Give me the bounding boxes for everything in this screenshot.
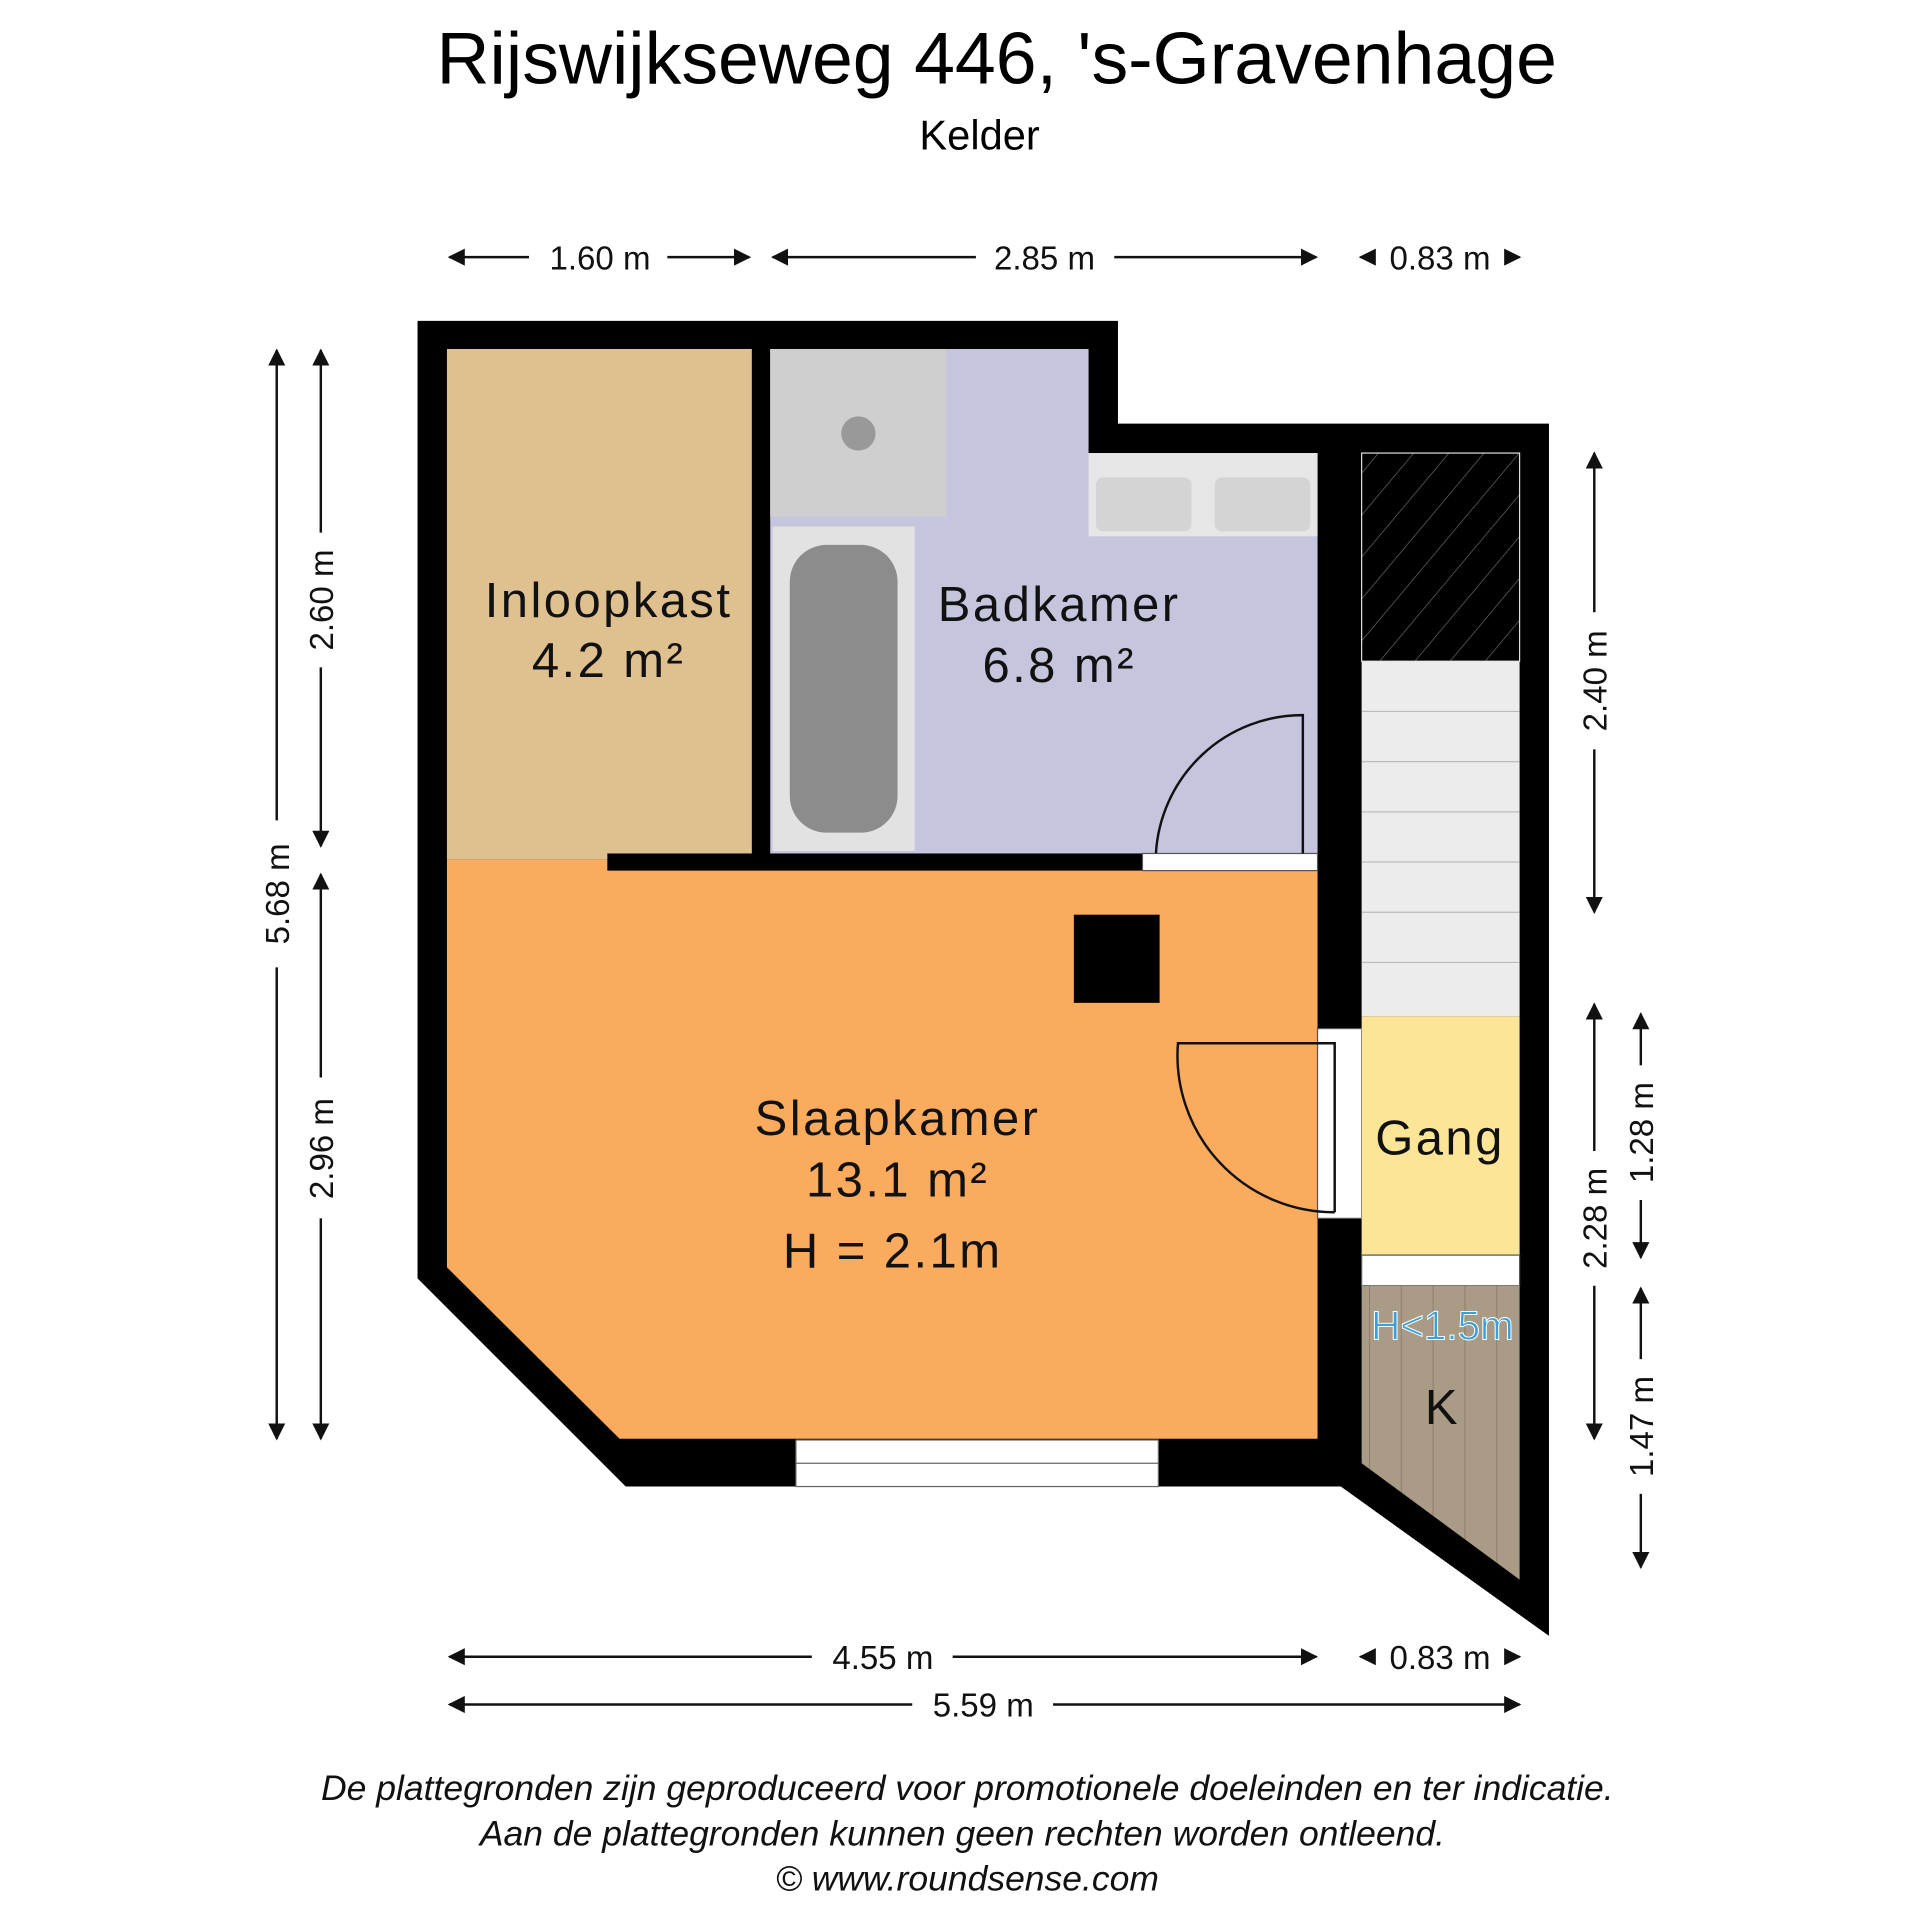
sink-left	[1096, 478, 1192, 532]
badkamer-label: Badkamer	[937, 577, 1181, 632]
bathroom-door-opening	[1142, 853, 1317, 870]
inloopkast-area: 4.2 m²	[531, 634, 686, 689]
gang-label: Gang	[1375, 1111, 1505, 1166]
inloopkast-label: Inloopkast	[484, 574, 733, 629]
disclaimer-line-2: Aan de plattegronden kunnen geen rechten worden ontleend.	[479, 1813, 1446, 1854]
dim-bottom-1: 4.55 m	[832, 1639, 934, 1677]
stair-void	[1362, 453, 1520, 661]
bathtub-basin	[790, 545, 898, 833]
dim-top-2: 2.85 m	[993, 240, 1096, 278]
dim-right-3: 1.28 m	[1624, 1082, 1662, 1184]
slaapkamer-door-opening	[1318, 1029, 1362, 1219]
dim-left-2: 2.60 m	[304, 549, 342, 651]
disclaimer-line-1: De plattegronden zijn geproduceerd voor promotionele doeleinden en ter indicatie.	[321, 1768, 1614, 1808]
k-label: K	[1424, 1381, 1461, 1436]
badkamer-area: 6.8 m²	[982, 639, 1136, 694]
slaapkamer-area: 13.1 m²	[805, 1153, 990, 1208]
chimney	[1074, 915, 1160, 1003]
dim-bottom-2: 0.83 m	[1389, 1639, 1491, 1677]
dim-right-2: 2.28 m	[1577, 1167, 1615, 1269]
copyright-link[interactable]: © www.roundsense.com	[775, 1858, 1159, 1899]
dim-bottom-3: 5.59 m	[932, 1687, 1034, 1725]
dim-top-1: 1.60 m	[549, 240, 651, 278]
sink-right	[1215, 478, 1311, 532]
railing	[1362, 1255, 1520, 1286]
slaapkamer-label: Slaapkamer	[754, 1092, 1041, 1147]
k-height-note: H<1.5m	[1371, 1302, 1514, 1349]
dim-left-1: 5.68 m	[259, 843, 297, 945]
page-title: Rijswijkseweg 446, 's-Gravenhage	[436, 16, 1557, 100]
dim-right-1: 2.40 m	[1577, 630, 1615, 732]
room-slaapkamer	[447, 860, 1318, 1439]
interior-wall	[607, 853, 1142, 870]
shower-drain-icon	[841, 416, 875, 450]
dim-right-4: 1.47 m	[1624, 1376, 1662, 1478]
floor-subtitle: Kelder	[919, 111, 1040, 159]
stairs	[1362, 661, 1520, 1016]
dim-top-3: 0.83 m	[1389, 240, 1491, 278]
dim-left-3: 2.96 m	[304, 1098, 342, 1200]
slaapkamer-height: H = 2.1m	[782, 1224, 1003, 1279]
